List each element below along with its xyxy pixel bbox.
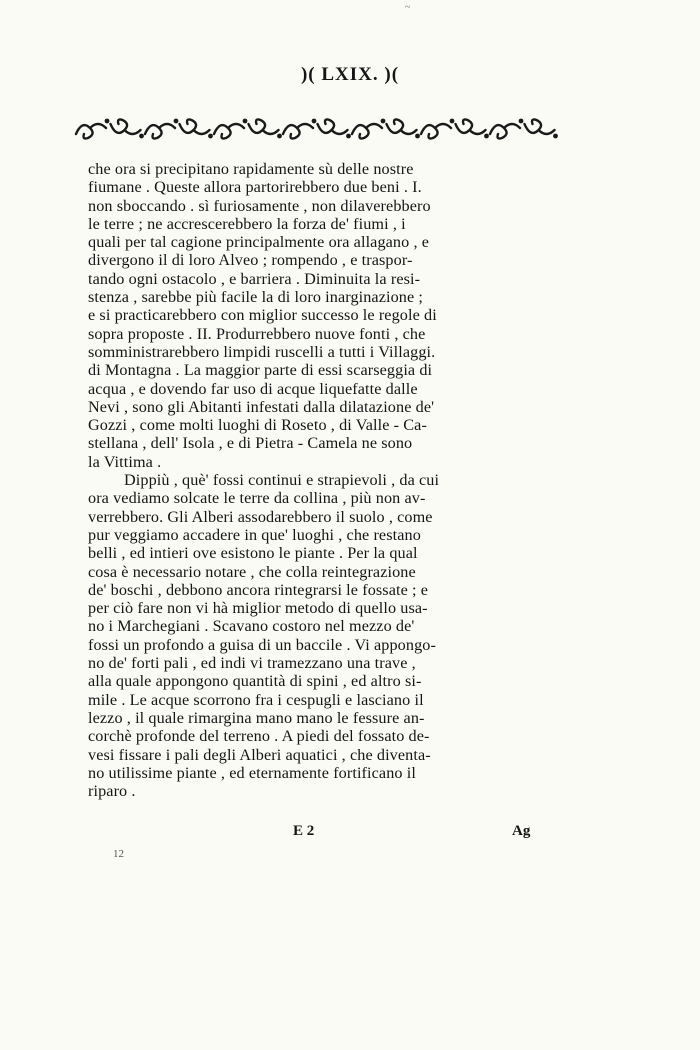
text-line: sopra proposte . II. Produrrebbero nuove fonti , che [88, 324, 426, 343]
text-line: stellana , dell' Isola , e di Pietra - Camela ne sono [88, 434, 413, 453]
text-line: belli , ed intieri ove esistono le piante . Per la qual [88, 544, 418, 563]
text-line: tando ogni ostacolo , e barriera . Diminuita la resi- [88, 269, 421, 288]
text-line: la Vittima . [88, 452, 162, 471]
text-line: per ciò fare non vi hà miglior metodo di quello usa- [88, 599, 428, 618]
main-text [88, 160, 558, 800]
ornament-band-icon [70, 112, 560, 144]
text-line: divergono il di loro Alveo ; rompendo , e traspor- [88, 251, 413, 270]
text-line: pur veggiamo accadere in que' luoghi , che restano [88, 525, 421, 544]
text-line: Dippiù , què' fossi continui e strapievoli , da cui [124, 471, 440, 490]
text-line: acqua , e dovendo far uso di acque liquefatte dalle [88, 379, 418, 398]
text-line: fossi un profondo a guisa di un baccile . Vi appongo- [88, 635, 436, 654]
catchword: Ag [512, 823, 531, 839]
text-line: corchè profonde del terreno . A piedi del fossato de- [88, 727, 430, 746]
text-line: no i Marchegiani . Scavano costoro nel mezzo de' [88, 617, 415, 636]
text-line: cosa è necessario notare , che colla reintegrazione [88, 562, 416, 581]
text-line: ora vediamo solcate le terre da collina , più non av- [88, 489, 426, 508]
text-line: le terre ; ne accrescerebbero la forza de' fiumi , i [88, 214, 406, 233]
text-line: lezzo , il quale rimargina mano mano le fessure an- [88, 708, 425, 727]
text-line: de' boschi , debbono ancora rintegrarsi le fossate ; e [88, 580, 429, 599]
margin-mark: 12 [113, 848, 124, 860]
text-line: e si practicarebbero con miglior successo le regole di [88, 306, 437, 325]
page-number: )( LXIX. )( [300, 64, 400, 85]
text-line: fiumane . Queste allora partorirebbero due beni . I. [88, 178, 422, 197]
text-line: quali per tal cagione principalmente ora allagano , e [88, 233, 430, 252]
text-line: di Montagna . La maggior parte di essi scarseggia di [88, 361, 433, 380]
text-line: che ora si precipitano rapidamente sù delle nostre [88, 160, 414, 178]
text-line: Gozzi , come molti luoghi di Roseto , di Valle - Ca- [88, 416, 427, 435]
text-line: somministrarebbero limpidi ruscelli a tutti i Villaggi. [88, 342, 436, 361]
text-line: no utilissime piante , ed eternamente fortificano il [88, 763, 416, 782]
text-line: Nevi , sono gli Abitanti infestati dalla dilatazione de' [88, 397, 435, 416]
text-line: no de' forti pali , ed indi vi tramezzano una trave , [88, 654, 416, 673]
text-line: riparo . [88, 782, 136, 801]
text-line: non sboccando . sì furiosamente , non dilaverebbero [88, 196, 431, 215]
text-line: alla quale appongono quantità di spini , ed altro si- [88, 672, 422, 691]
text-line: verrebbero. Gli Alberi assodarebbero il suolo , come [88, 507, 433, 526]
text-line: vesi fissare i pali degli Alberi aquatici , che diventa- [88, 745, 431, 764]
page-speck: ~ [405, 2, 411, 13]
text-line: mile . Le acque scorrono fra i cespugli e lasciano il [88, 690, 424, 709]
text-line: stenza , sarebbe più facile la di loro inarginazione ; [88, 288, 424, 307]
signature-mark: E 2 [293, 823, 315, 839]
